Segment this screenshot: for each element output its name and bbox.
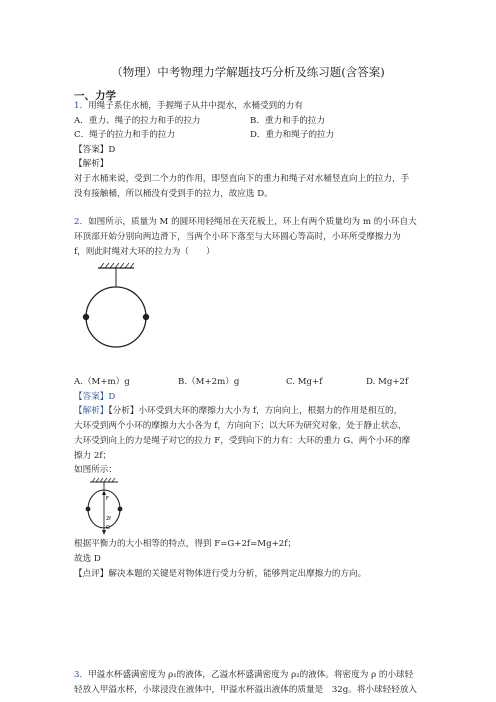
q1-analysis-line-1: 对于水桶来说，受到二个力的作用，即竖直向下的重力和绳子对水桶竖直向上的拉力，手 (74, 174, 410, 184)
q2-stem-text-1: 如图所示，质量为 M 的圆环用轻绳吊在天花板上，环上有两个质量均为 m 的小环自大 (88, 217, 417, 227)
q2-therefore: 故选 D (74, 554, 101, 564)
q2-figure-caption: 如图所示： (74, 465, 117, 475)
small-ring-left (83, 314, 89, 320)
big-ring (86, 287, 146, 347)
q1-stem-text: 用绳子系住水桶，手握绳子从井中提水，水桶受到的力有 (88, 101, 303, 111)
q3-line-1 (74, 669, 413, 681)
ceiling-hatch (100, 263, 134, 268)
q1-analysis-tag: 【解析】 (74, 159, 109, 169)
force-diagram (76, 476, 136, 538)
q2-number: 2． (74, 217, 89, 227)
q1-option-d: D．重力和绳子的拉力 (250, 130, 335, 140)
q2-analysis-text-1: 【分析】小环受到大环的摩擦力大小为 f，方向向上，根据力的作用是相互的， (108, 406, 403, 416)
q2-comment: 【点评】解决本题的关键是对物体进行受力分析，能够判定出摩擦力的方向。 (74, 569, 367, 579)
q2-answer: 【答案】D (74, 392, 116, 402)
q3-text-1: 甲溢水杯盛满密度为 ρ₁的液体，乙溢水杯盛满密度为 ρ₂的液体。将密度为 ρ 的小球轻 (88, 670, 414, 680)
arrowhead-up (102, 490, 106, 495)
label-F: F (106, 496, 109, 502)
ring-figure (76, 260, 156, 365)
q1-option-b: B．重力和手的拉力 (250, 116, 326, 126)
q2-conclusion: 根据平衡力的大小相等的特点，得到 F=G+2f=Mg+2f； (74, 539, 297, 549)
q2-analysis-line-4: 擦力 2f； (74, 451, 112, 461)
q2-analysis-line-2: 大环受到两个小环的摩擦力大小各为 f，方向向下；以大环为研究对象，处于静止状态， (74, 421, 407, 431)
q1-analysis-line-2: 没有接触桶，所以桶没有受到手的拉力，故应选 D。 (74, 189, 273, 199)
small-ring-left-2 (86, 507, 91, 512)
q2-option-d: D. Mg+2f (366, 377, 409, 387)
q2-analysis-tag: 【解析】 (74, 406, 109, 416)
q2-option-a: A.（M+m）g (74, 377, 130, 387)
small-ring-right-2 (118, 507, 123, 512)
q1-stem (74, 100, 303, 112)
q2-stem-line-2: 环顶部开始分别向两边滑下，当两个小环下落至与大环圆心等高时，小环所受摩擦力为 (74, 232, 401, 242)
q2-analysis-line-1 (74, 405, 402, 417)
q1-option-c: C．绳子的拉力和手的拉力 (74, 130, 176, 140)
label-2f: 2f (106, 516, 111, 522)
q2-option-c: C. Mg+f (286, 377, 323, 387)
q2-option-b: B.（M+2m）g (178, 377, 240, 387)
q2-stem-line-1 (74, 216, 417, 228)
label-G: G (106, 525, 110, 531)
q1-number: 1． (74, 101, 89, 111)
page-title: （物理）中考物理力学解题技巧分析及练习题(含答案) (111, 65, 385, 79)
q2-analysis-line-3: 大环受到向上的力是绳子对它的拉力 F，受到向下的力有：大环的重力 G、两个小环的摩 (74, 436, 411, 446)
q3-number: 3． (74, 670, 89, 680)
small-ring-right (143, 314, 149, 320)
q2-stem-line-3: f，则此时绳对大环的拉力为（ ） (74, 247, 215, 257)
section-heading: 一、力学 (74, 90, 116, 102)
q1-option-a: A．重力、绳子的拉力和手的拉力 (74, 116, 201, 126)
ceiling-hatch-2 (92, 478, 115, 482)
q3-line-2: 轻放入甲溢水杯，小球浸没在液体中，甲溢水杯溢出液体的质量是 32g。将小球轻轻放入 (74, 685, 418, 695)
q1-answer: 【答案】D (74, 145, 116, 155)
